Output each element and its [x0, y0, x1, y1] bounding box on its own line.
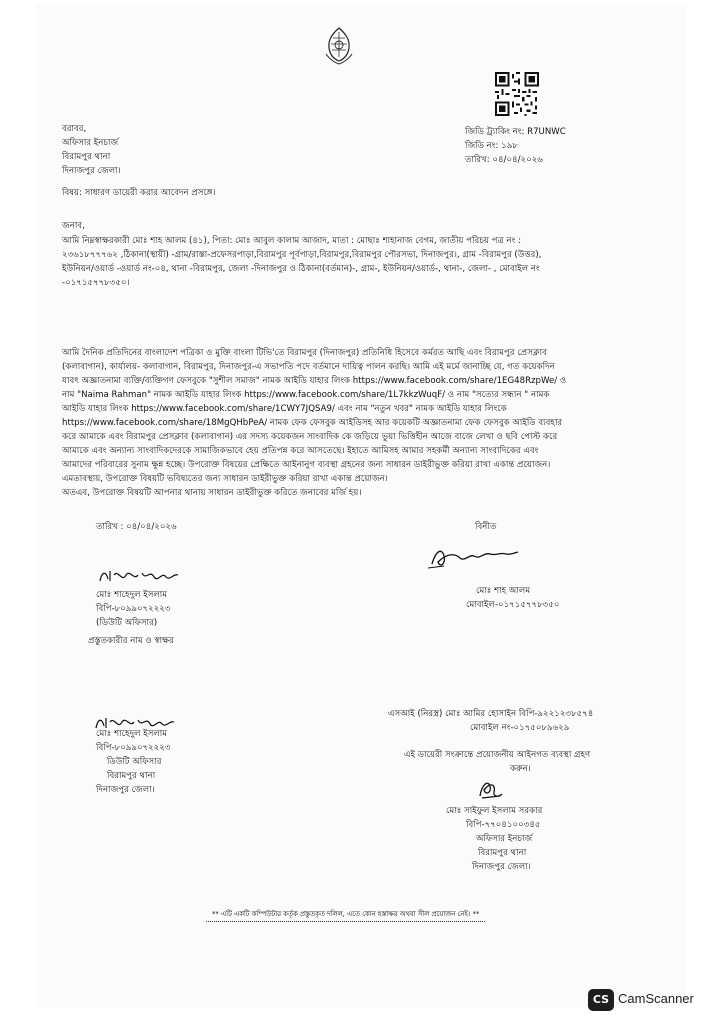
qr-code-icon: [495, 72, 539, 116]
document-page: [36, 4, 686, 1008]
preparer-name: মোঃ শাহেদুল ইসলাম: [96, 590, 168, 600]
intro-line: আমি নিম্নস্বাক্ষরকারী মোঃ শাহ আলম (৪১), পিতা: মোঃ আবুল কালাম আজাদ, মাতা : মোছাঃ শাহানাজ বেগম, জাতীয় পরিচয় পত্র নং :: [62, 236, 522, 246]
intro-line: ইউনিয়ন/ওয়ার্ড -ওয়ার্ড নং-০৪, থানা -বিরামপুর, জেলা -দিনাজপুর ও ঠিকানা(বর্তমান)-, গ্রাম-, ইউনিয়ন/ওয়ার্ড-, থানা-, জেলা- , মোবাইল নং: [62, 264, 540, 274]
oc-bp: বিপি-৭৭০৪১০০৩৪৫: [466, 820, 541, 830]
intro-line: ২৩৬১৮৭৭৭৬২ ,ঠিকানা(স্থায়ী) -গ্রাম/রাস্তা-প্রফেসরপাড়া,বিরামপুর পূর্বপাড়া,বিরামপুর,বিরামপুর পৌরসভা, দিনাজপুর।, গ্রাম -বিরামপুর (উত্তর),: [62, 250, 542, 260]
recipient-district: দিনাজপুর জেলা।: [62, 166, 121, 176]
body-line: https://www.facebook.com/share/18MgQHbPeA/ নামক ফেক ফেসবুক আইডিসহ আর কয়েকটি অজ্ঞাতনামা ফেক ফেসবুক আইডি ব্যবহার: [62, 418, 563, 428]
preparer-signature: [96, 563, 180, 587]
body-line: করে আমাকে এবং বিরামপুর প্রেসক্লাব (কলাবাগান) এর সদস্য কয়েকজন সাংবাদিক কে জড়িয়ে ভুয়া ভিত্তিহীন আজে বাজে লেখা ও ছবি পোস্ট করে: [62, 432, 558, 442]
duty-officer-district: দিনাজপুর জেলা।: [96, 785, 155, 795]
closing-text: বিনীত: [475, 522, 497, 532]
gd-tracking-number: জিডি ট্র্যাকিং নং: R7UNWC: [465, 127, 566, 137]
body-line: (কলাবাগান), কার্যালয়- কলাবাগান, বিরামপুর, দিনাজপুর-এ সভাপতি পদে বর্তমানে দায়িত্ব পালন করছি। আমি এই মর্মে জানাচ্ছি যে, গত কয়েকদিন: [62, 362, 555, 372]
gd-date: তারিখ: ০৪/০৪/২০২৬: [465, 155, 543, 165]
body-line: যাবৎ অজ্ঞাতনামা ব্যক্তি/ব্যক্তিগণ ফেসবুকে "সুশীল সমাজ" নামক আইডি যাহার লিংক https://www.facebook.com/share/1EG48RzpWe/ ও: [62, 376, 567, 386]
instruction-line: এই ডায়েরী সংক্রান্তে প্রয়োজনীয় আইনগত ব্যবস্থা গ্রহণ: [404, 750, 591, 760]
assigned-officer-mobile: মোবাইল নং-০১৭৫০৮৯৬২৯: [470, 723, 570, 733]
duty-officer-bp: বিপি-৮০৯৯০৭২২২৩: [96, 743, 171, 753]
camscanner-logo-icon: CS: [588, 989, 614, 1011]
computer-generated-note: ** এটি একটি কম্পিউটার কর্তৃক প্রস্তুতকৃত দলিল, এতে কোন হস্তাক্ষর অথবা সীল প্রয়োজন নেই। **: [206, 908, 485, 922]
body-line: আমাদের পরিবারের সুনাম ক্ষুন্ন হচ্ছে। উপরোক্ত বিষয়ের প্রেক্ষিতে আইনানুগ ব্যবস্থা গ্রহনের জন্য সাধারন ডাইরীভুক্ত করিয়া রাখা একান্ত প্রয়োজন।: [62, 460, 551, 470]
oc-station: বিরামপুর থানা: [478, 848, 527, 858]
oc-name: মোঃ সাইফুল ইসলাম সরকার: [446, 806, 543, 816]
body-line: এমতাবস্থায়, উপরোক্ত বিষয়টি ভবিষ্যতের জন্য সাধারন ডাইরীভুক্ত করিয়া রাখা একান্ত প্রয়োজন।: [62, 474, 388, 484]
application-date: তারিখ : ০৪/০৪/২০২৬: [96, 522, 177, 532]
preparer-rank: (ডিউটি অফিসার): [96, 618, 158, 628]
body-line: আমাকে এবং অন্যান্য সাংবাদিকদেরকে সামাজিকভাবে হেয় প্রতিপন্ন করে আসতেছে। ইহাতে আমিসহ আমার সহকর্মী অন্যান্য সাংবাদিকের এবং: [62, 446, 539, 456]
instruction-line: করুন।: [510, 764, 531, 774]
recipient-title: অফিসার ইনচার্জ: [62, 138, 119, 148]
applicant-mobile: মোবাইল-০১৭১৫৭৭৮৩৫০: [466, 600, 560, 610]
applicant-name: মোঃ শাহ আলম: [476, 586, 531, 596]
recipient-to: বরাবর,: [62, 124, 87, 134]
body-line: নাম "Naima Rahman" নামক আইডি যাহার লিংক https://www.facebook.com/share/1L7kkzWuqF/ ও নাম "সত্যের সন্ধান " নামক: [62, 390, 550, 400]
applicant-signature: [426, 542, 522, 572]
body-line: অতএব, উপরোক্ত বিষয়টি আপনার থানায় সাধারন ডাইরীভুক্ত করিতে জনাবের মর্জি হয়।: [62, 488, 362, 498]
duty-officer-station: বিরামপুর থানা: [107, 771, 156, 781]
body-line: আমি দৈনিক প্রতিদিনের বাংলাদেশ পত্রিকা ও মুক্তি বাংলা টিভি'তে বিরামপুর (দিনাজপুর) প্রতিনিধি হিসেবে কর্মরত আছি এবং বিরামপুর প্রেসক্লাব: [62, 348, 547, 358]
oc-rank: অফিসার ইনচার্জ: [476, 834, 533, 844]
subject-line: বিষয়: সাধারণ ডায়েরী করার আবেদন প্রসঙ্গে।: [62, 188, 216, 198]
preparer-bp: বিপি-৮০৯৯০৭২২২৩: [96, 604, 171, 614]
assigned-officer: এসআই (নিরস্ত্র) মোঃ আমির হোসাইন বিপি-৯২২১২৩৮৫৭৪: [388, 709, 594, 719]
body-line: আইডি যাহার লিংক https://www.facebook.com/share/1CWY7JQSA9/ এবং নাম "নতুন খবর" নামক আইডি যাহার লিংকে: [62, 404, 507, 414]
recipient-station: বিরামপুর থানা: [62, 152, 111, 162]
salutation: জনাব,: [62, 221, 85, 231]
duty-officer-name: মোঃ শাহেদুল ইসলাম: [96, 729, 168, 739]
duty-officer-rank: ডিউটি অফিসার: [107, 757, 162, 767]
oc-district: দিনাজপুর জেলা।: [472, 862, 531, 872]
oc-signature: [476, 776, 506, 802]
gd-number: জিডি নং: ১৯৮: [465, 141, 518, 151]
intro-line: -০১৭১৫৭৭৮৩৫০।: [62, 278, 130, 288]
camscanner-brand: CamScanner: [618, 991, 694, 1006]
preparer-caption: প্রস্তুতকারীর নাম ও স্বাক্ষর: [88, 636, 174, 646]
police-emblem-icon: [318, 24, 360, 66]
